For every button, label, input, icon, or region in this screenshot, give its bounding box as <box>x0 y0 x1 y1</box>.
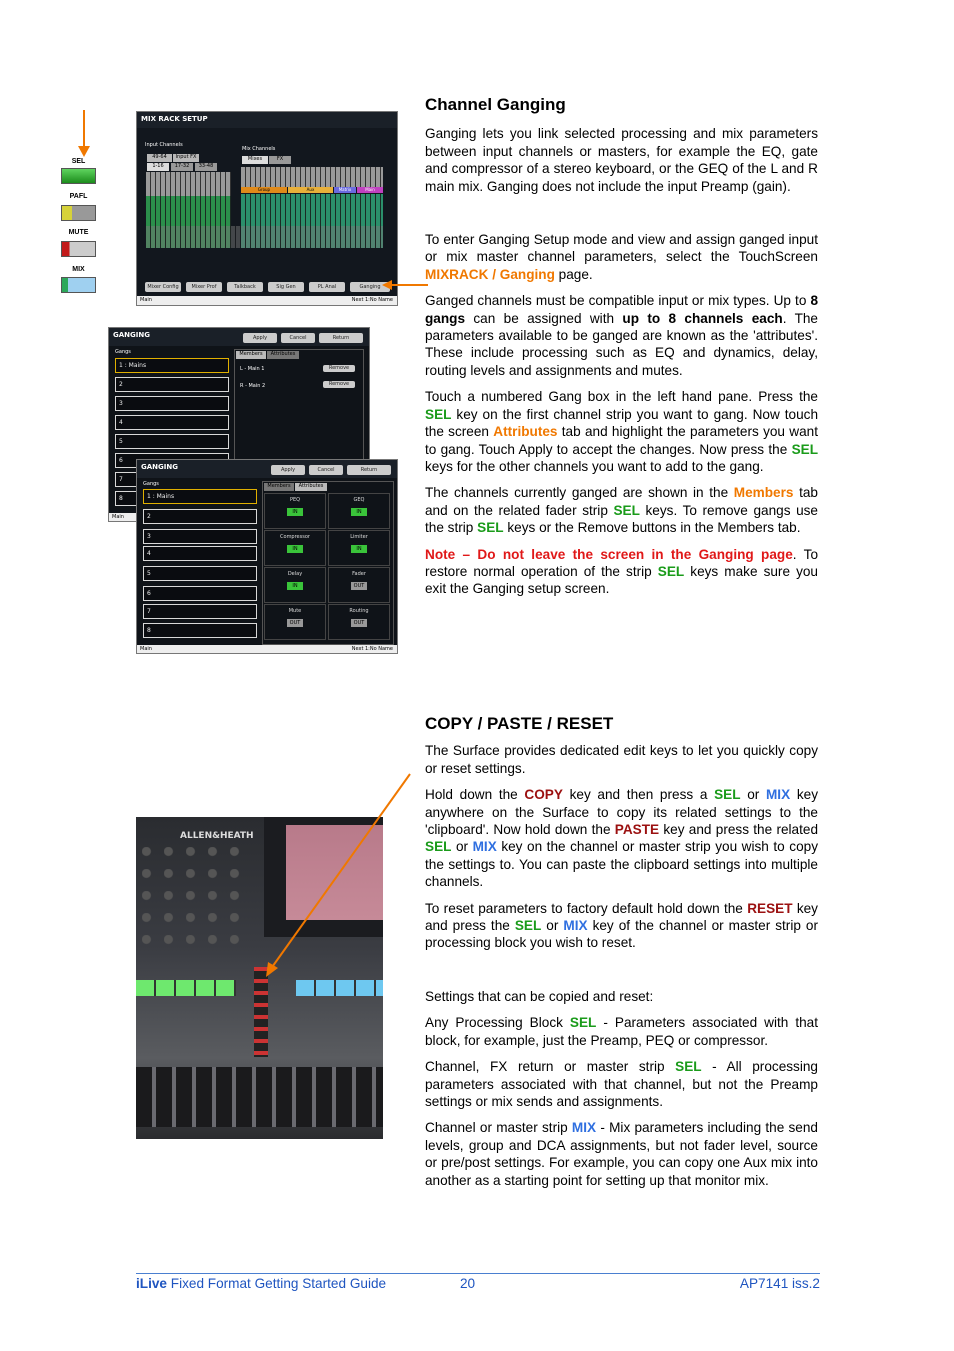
gang-6-box[interactable]: 6 <box>143 586 257 601</box>
tab-49-64[interactable]: 49-64 <box>147 154 172 162</box>
status-bar <box>137 645 397 653</box>
attr-name: Routing <box>349 608 369 614</box>
matrix-label: Matrix <box>334 187 356 193</box>
attr-limiter[interactable] <box>328 530 390 566</box>
strip-sel-settings: Channel, FX return or master strip SEL - All processing parameters associated with that channel, but not the Preamp settings or mix sends and assignments. <box>425 1059 818 1109</box>
attr-state: OUT <box>351 582 367 590</box>
tab-33-48[interactable]: 33-48 <box>195 163 217 171</box>
mixrack-setup-screen <box>136 111 398 306</box>
strip-footers <box>146 226 383 248</box>
copy-paste-heading: COPY / PASTE / RESET <box>425 714 614 733</box>
gang-8-box[interactable]: 8 <box>115 491 229 506</box>
gang-4-box[interactable]: 4 <box>143 546 257 561</box>
settings-list-intro: Settings that can be copied and reset: <box>425 988 654 1004</box>
attr-name: PEQ <box>289 497 301 503</box>
attr-routing[interactable] <box>328 604 390 640</box>
attr-compressor[interactable] <box>264 530 326 566</box>
ganging-intro: Ganging lets you link selected processing and mix parameters between input channels or masters, for example the EQ, gate and compressor of a stereo keyboard, or the GEQ of the L and R main mix. Ganging does not include the input Preamp (gain). <box>425 126 818 194</box>
gang-3-box[interactable]: 3 <box>143 529 257 544</box>
member-1: L - Main 1 <box>240 366 265 372</box>
channel-ganging-section <box>425 96 818 607</box>
remove-button-2[interactable]: Remove <box>323 381 355 388</box>
left-arrow-icon <box>382 279 428 291</box>
attr-name: Limiter <box>350 534 368 540</box>
gang-2-box[interactable]: 2 <box>115 377 229 392</box>
tab-members[interactable]: Members <box>236 351 266 359</box>
gang-2-box[interactable]: 2 <box>143 509 257 524</box>
ganging-procedure: Touch a numbered Gang box in the left hand pane. Press the SEL key on the first channel strip you want to gang. Now touch the screen Attributes tab and highlight the parameters you want to gang. Touch Apply to accept the changes. Now press the SEL keys for the other channels you want to add to the gang. <box>425 389 818 474</box>
gang-1-box[interactable]: 1 : Mains <box>115 358 229 373</box>
screen-title: MIX RACK SETUP <box>137 112 397 128</box>
cancel-button[interactable]: Cancel <box>309 465 343 475</box>
attr-state: IN <box>351 508 367 516</box>
main-label: Main <box>357 187 383 193</box>
attr-name: Delay <box>287 571 303 577</box>
tab-1-16[interactable]: 1-16 <box>147 163 169 171</box>
mute-key-label: MUTE <box>68 229 89 236</box>
talkback-button[interactable]: Talkback <box>227 282 263 292</box>
mix-channel-headers <box>241 167 383 187</box>
strip-mix-settings: Channel or master strip MIX - Mix parameters including the send levels, group and DCA assignments, but not fader level, source or pre/post settings. For example, you can copy one Aux mix into another as a starting point for setting up that monitor mix. <box>425 1120 818 1188</box>
sel-key <box>61 168 96 184</box>
attr-peq[interactable] <box>264 493 326 529</box>
ganging-button[interactable]: Ganging <box>350 282 390 292</box>
attr-name: Compressor <box>280 534 310 540</box>
mix-key <box>61 277 96 293</box>
attr-fader[interactable] <box>328 567 390 603</box>
gang-7-box[interactable]: 7 <box>115 472 229 487</box>
faders <box>136 1067 383 1127</box>
tab-attributes[interactable]: Attributes <box>295 483 327 491</box>
tab-mixes[interactable]: Mixes <box>242 156 268 164</box>
attr-state: IN <box>351 545 367 553</box>
gang-5-box[interactable]: 5 <box>115 434 229 449</box>
input-channels-label: Input Channels <box>145 142 183 148</box>
return-button[interactable]: Return <box>319 333 363 343</box>
tab-members[interactable]: Members <box>264 483 294 491</box>
gang-7-box[interactable]: 7 <box>143 604 257 619</box>
gang-5-box[interactable]: 5 <box>143 566 257 581</box>
doc-id: AP7141 iss.2 <box>739 1276 820 1291</box>
copy-intro: The Surface provides dedicated edit keys to let you quickly copy or reset settings. <box>425 743 818 776</box>
apply-button[interactable]: Apply <box>243 333 277 343</box>
aux-label: Aux <box>288 187 333 193</box>
page-footer <box>136 1273 820 1291</box>
tab-attributes[interactable]: Attributes <box>267 351 299 359</box>
ganging-enter-setup: To enter Ganging Setup mode and view and assign ganged input or mix master channel parameters, select the TouchScreen MIXRACK / Ganging page. <box>425 232 818 282</box>
return-button[interactable]: Return <box>347 465 391 475</box>
mixer-config-button[interactable]: Mixer Config <box>145 282 181 292</box>
reset-procedure: To reset parameters to factory default hold down the RESET key and press the SEL or MIX key of the channel or master strip or processing block you wish to reset. <box>425 900 819 951</box>
ganging-members: The channels currently ganged are shown in the Members tab and on the related fader strip SEL keys. To remove gangs use the strip SEL keys or the Remove buttons in the Members tab. <box>425 485 818 536</box>
gangs-label: Gangs <box>143 481 159 487</box>
pl-anal-button[interactable]: PL Anal <box>309 282 345 292</box>
attr-geq[interactable] <box>328 493 390 529</box>
status-left: Main <box>140 297 152 303</box>
attr-state: OUT <box>287 619 303 627</box>
apply-button[interactable]: Apply <box>271 465 305 475</box>
attr-mute[interactable] <box>264 604 326 640</box>
status-right: Next 1:No Name <box>351 297 393 303</box>
mixer-prof-button[interactable]: Mixer Prof <box>186 282 222 292</box>
pafl-key-label: PAFL <box>69 193 88 200</box>
status-left: Main <box>112 514 124 520</box>
member-2: R - Main 2 <box>240 383 266 389</box>
mix-channels-label: Mix Channels <box>242 146 276 152</box>
tab-17-32[interactable]: 17-32 <box>171 163 193 171</box>
ganging-attributes-screen <box>136 459 398 654</box>
status-right: Next 1:No Name <box>351 646 393 652</box>
attr-name: Fader <box>352 571 366 577</box>
attr-delay[interactable] <box>264 567 326 603</box>
rotary-knobs <box>142 847 250 947</box>
ganging-compatible: Ganged channels must be compatible input or mix types. Up to 8 gangs can be assigned with up to 8 channels each. The parameters available to be ganged are known as the 'attributes'. These include processing such as EQ and dynamics, delay, routing levels and assignments and mutes. <box>425 293 818 378</box>
gang-1-box[interactable]: 1 : Mains <box>143 489 257 504</box>
tab-input-fx[interactable]: Input FX <box>173 154 199 162</box>
gang-4-box[interactable]: 4 <box>115 415 229 430</box>
gang-6-box[interactable]: 6 <box>115 453 229 468</box>
diagonal-arrow-icon <box>262 772 412 980</box>
edit-keys <box>254 967 268 1057</box>
screen-title: GANGING <box>109 328 369 346</box>
gangs-label: Gangs <box>115 349 131 355</box>
remove-button-1[interactable]: Remove <box>323 365 355 372</box>
screen-title: GANGING <box>137 460 397 478</box>
attr-state: OUT <box>351 619 367 627</box>
attr-name: GEQ <box>353 497 365 503</box>
attr-name: Mute <box>288 608 302 614</box>
ganging-note: Note – Do not leave the screen in the Ganging page. To restore normal operation of the strip SEL keys make sure you exit the Ganging setup screen. <box>425 546 819 597</box>
copy-procedure: Hold down the COPY key and then press a SEL or MIX key anywhere on the Surface to copy its related settings to the 'clipboard'. Now hold down the PASTE key and press the related SEL or MIX key on the channel or master strip you wish to copy the settings to. You can paste the clipboard settings into multiple channels. <box>425 787 819 890</box>
page-number: 20 <box>460 1276 476 1291</box>
group-label: Group <box>241 187 287 193</box>
left-strip-displays <box>136 980 236 996</box>
channel-ganging-heading: Channel Ganging <box>425 95 566 114</box>
gang-3-box[interactable]: 3 <box>115 396 229 411</box>
footer-title: iLive Fixed Format Getting Started Guide <box>136 1276 387 1291</box>
copy-paste-section <box>425 715 818 1198</box>
down-arrow-icon <box>76 110 92 158</box>
attr-state: IN <box>287 582 303 590</box>
footer-brand: iLive <box>136 1276 167 1291</box>
gang-8-box[interactable]: 8 <box>143 623 257 638</box>
mix-key-label: MIX <box>72 266 85 273</box>
input-channel-headers <box>146 172 231 196</box>
processing-block-settings: Any Processing Block SEL - Parameters associated with that block, for example, just the Preamp, PEQ or compressor. <box>425 1015 818 1048</box>
status-left: Main <box>140 646 152 652</box>
attr-state: IN <box>287 545 303 553</box>
console-brand: ALLEN&HEATH <box>180 831 254 841</box>
status-bar <box>137 296 397 305</box>
right-strip-displays <box>296 980 383 996</box>
tab-fx[interactable]: FX <box>269 156 291 164</box>
cancel-button[interactable]: Cancel <box>281 333 315 343</box>
attr-state: IN <box>287 508 303 516</box>
sel-key-label: SEL <box>71 158 86 165</box>
mute-key <box>61 241 96 257</box>
sig-gen-button[interactable]: Sig Gen <box>268 282 304 292</box>
pafl-key <box>61 205 96 221</box>
